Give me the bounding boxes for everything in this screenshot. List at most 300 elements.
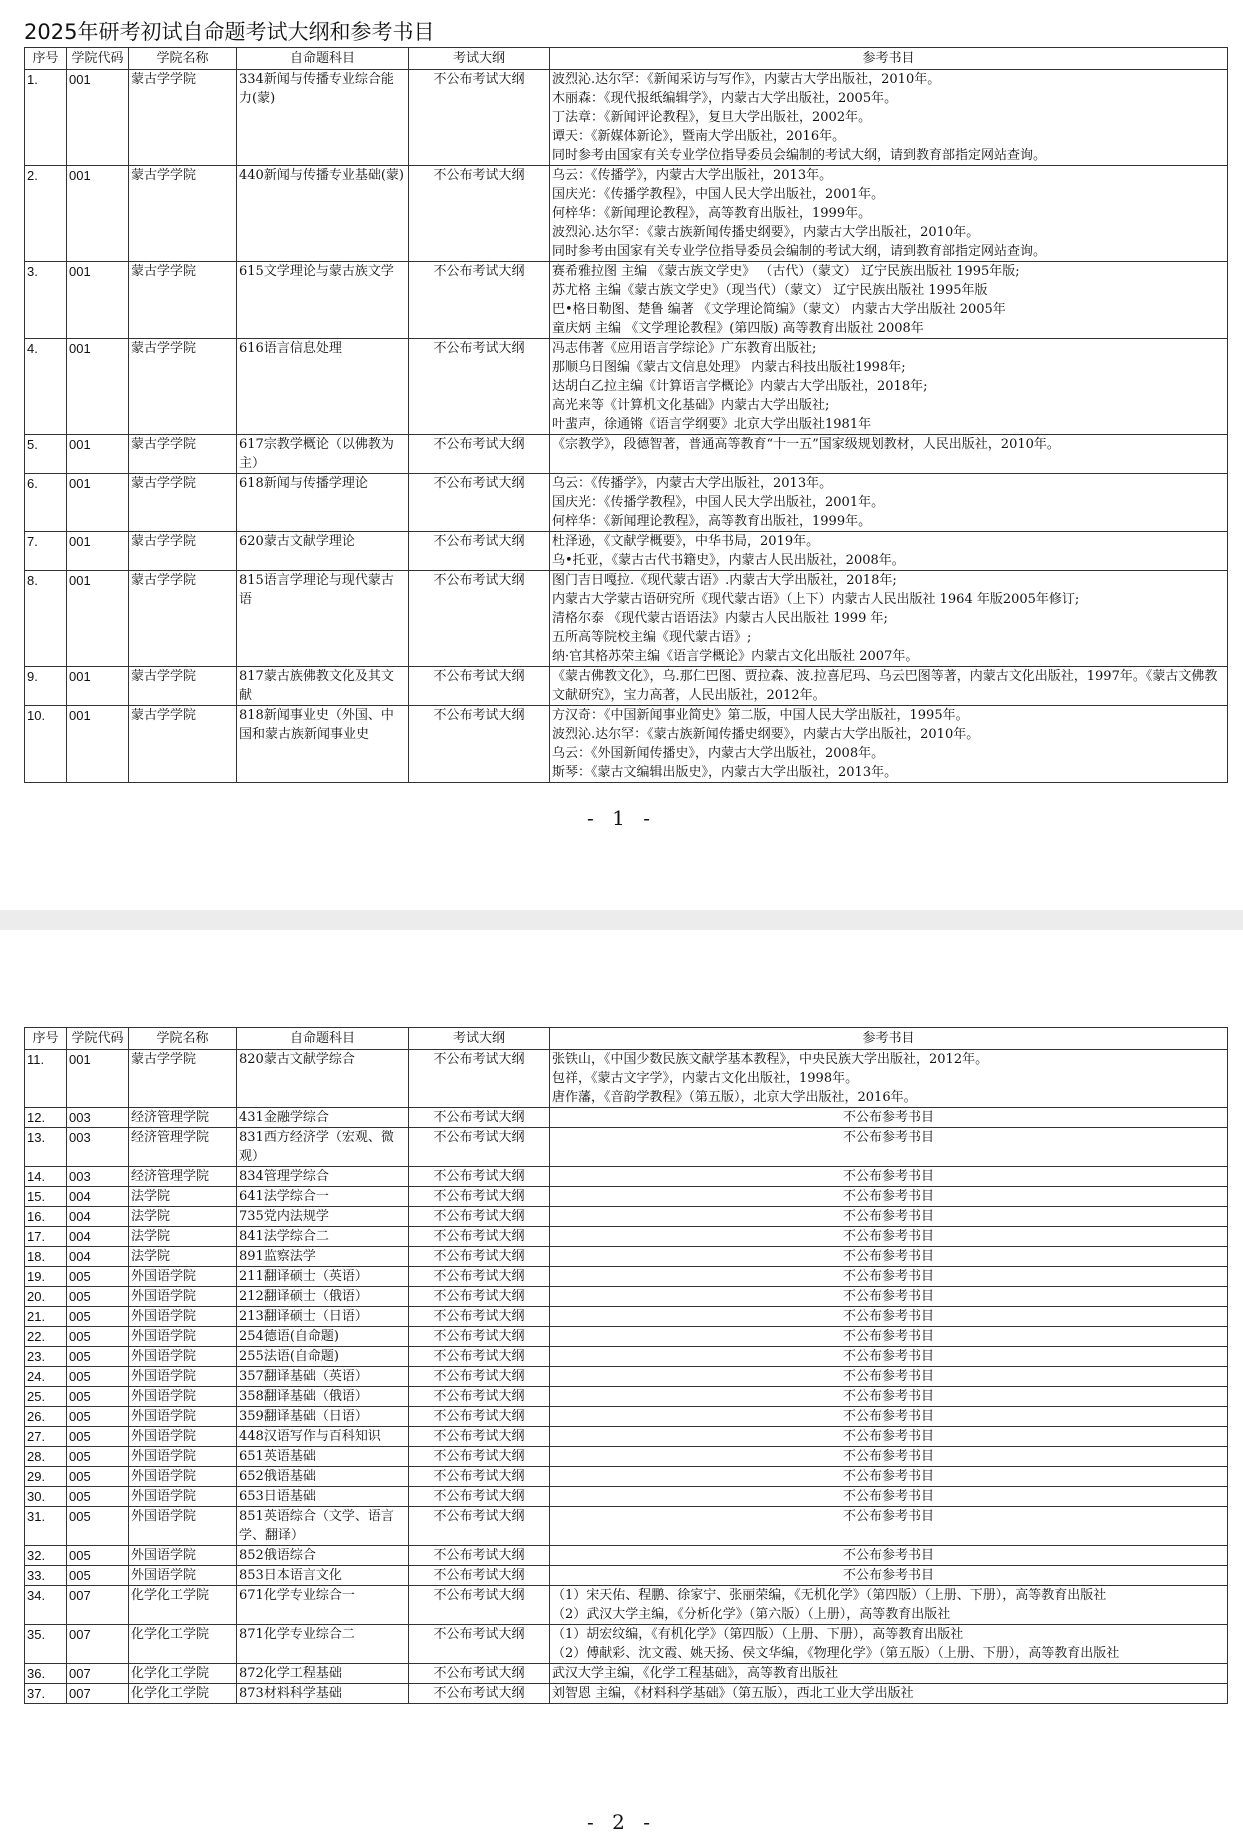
header-subject: 自命题科目 [237, 1028, 409, 1050]
college-name: 外国语学院 [129, 1487, 237, 1507]
college-code: 001 [67, 532, 129, 571]
exam-outline: 不公布考试大纲 [409, 1227, 550, 1247]
reference-book-line: 不公布参考书目 [842, 1189, 934, 1204]
reference-book-line: 不公布参考书目 [842, 1389, 934, 1404]
reference-books [550, 1108, 1228, 1128]
table-row [25, 1227, 1228, 1247]
row-number: 29. [25, 1467, 67, 1487]
reference-books [550, 166, 1228, 262]
table-row [25, 1267, 1228, 1287]
college-code: 001 [67, 435, 129, 474]
row-number: 16. [25, 1207, 67, 1227]
exam-outline: 不公布考试大纲 [409, 474, 550, 532]
table-row [25, 1487, 1228, 1507]
header-subject: 自命题科目 [237, 48, 409, 70]
exam-subject: 820蒙古文献学综合 [237, 1050, 409, 1108]
exam-outline: 不公布考试大纲 [409, 70, 550, 166]
college-name: 蒙古学学院 [129, 435, 237, 474]
exam-outline: 不公布考试大纲 [409, 1307, 550, 1327]
reference-books [550, 1307, 1228, 1327]
row-number: 24. [25, 1367, 67, 1387]
college-name: 经济管理学院 [129, 1128, 237, 1167]
reference-book-line: 乌•托亚，《蒙古古代书籍史》，内蒙古人民出版社，2008年。 [552, 553, 905, 568]
college-code: 007 [67, 1684, 129, 1704]
exam-subject: 852俄语综合 [237, 1546, 409, 1566]
exam-subject: 359翻译基础（日语） [237, 1407, 409, 1427]
college-code: 005 [67, 1287, 129, 1307]
syllabus-table-page-2 [24, 1027, 1228, 1704]
college-code: 005 [67, 1507, 129, 1546]
reference-book-line: 不公布参考书目 [842, 1489, 934, 1504]
exam-outline: 不公布考试大纲 [409, 532, 550, 571]
college-code: 007 [67, 1586, 129, 1625]
reference-books [550, 474, 1228, 532]
college-code: 001 [67, 262, 129, 339]
reference-book-line: 不公布参考书目 [842, 1249, 934, 1264]
exam-outline: 不公布考试大纲 [409, 1207, 550, 1227]
reference-books [550, 1664, 1228, 1684]
exam-subject: 254德语(自命题) [237, 1327, 409, 1347]
reference-book-line: 不公布参考书目 [842, 1369, 934, 1384]
reference-book-line: 同时参考由国家有关专业学位指导委员会编制的考试大纲，请到教育部指定网站查询。 [552, 244, 1047, 259]
header-books: 参考书目 [550, 1028, 1228, 1050]
row-number: 1. [25, 70, 67, 166]
college-code: 005 [67, 1407, 129, 1427]
table-row [25, 1664, 1228, 1684]
table-header-row [25, 48, 1228, 70]
reference-books [550, 1207, 1228, 1227]
exam-outline: 不公布考试大纲 [409, 1625, 550, 1664]
reference-books [550, 1566, 1228, 1586]
reference-books [550, 1487, 1228, 1507]
college-code: 001 [67, 474, 129, 532]
table-row [25, 1247, 1228, 1267]
row-number: 3. [25, 262, 67, 339]
college-name: 化学化工学院 [129, 1664, 237, 1684]
row-number: 18. [25, 1247, 67, 1267]
reference-books [550, 339, 1228, 435]
reference-book-line: 张铁山，《中国少数民族文献学基本教程》，中央民族大学出版社，2012年。 [552, 1052, 989, 1067]
exam-outline: 不公布考试大纲 [409, 1128, 550, 1167]
table-row [25, 1407, 1228, 1427]
college-code: 004 [67, 1187, 129, 1207]
reference-book-line: （2）武汉大学主编，《分析化学》（第六版）（上册），高等教育出版社 [552, 1607, 951, 1622]
college-code: 007 [67, 1664, 129, 1684]
college-name: 化学化工学院 [129, 1586, 237, 1625]
college-name: 法学院 [129, 1247, 237, 1267]
reference-book-line: 不公布参考书目 [842, 1548, 934, 1563]
reference-books [550, 1167, 1228, 1187]
reference-books [550, 1684, 1228, 1704]
reference-book-line: 波烈沁.达尔罕：《新闻采访与写作》，内蒙古大学出版社，2010年。 [552, 72, 941, 87]
exam-subject: 735党内法规学 [237, 1207, 409, 1227]
college-name: 外国语学院 [129, 1367, 237, 1387]
reference-books [550, 1586, 1228, 1625]
row-number: 33. [25, 1566, 67, 1586]
reference-book-line: （2）傅献彩、沈文霞、姚天扬、侯文华编，《物理化学》（第五版）（上册、下册），高等教育出版社 [552, 1646, 1120, 1661]
reference-book-line: （1）胡宏纹编，《有机化学》（第四版）（上册、下册），高等教育出版社 [552, 1627, 964, 1642]
table-row [25, 262, 1228, 339]
exam-outline: 不公布考试大纲 [409, 1664, 550, 1684]
reference-book-line: 乌云：《外国新闻传播史》，内蒙古大学出版社，2008年。 [552, 746, 885, 761]
row-number: 32. [25, 1546, 67, 1566]
reference-books [550, 1267, 1228, 1287]
college-code: 003 [67, 1167, 129, 1187]
document-title: 2025年研考初试自命题考试大纲和参考书目 [24, 20, 435, 44]
row-number: 10. [25, 706, 67, 783]
college-name: 蒙古学学院 [129, 339, 237, 435]
table-row [25, 1207, 1228, 1227]
reference-book-line: 叶蜚声，徐通锵《语言学纲要》北京大学出版社1981年 [552, 417, 872, 432]
row-number: 11. [25, 1050, 67, 1108]
reference-book-line: 高光来等《计算机文化基础》内蒙古大学出版社; [552, 398, 830, 413]
exam-outline: 不公布考试大纲 [409, 706, 550, 783]
reference-book-line: 图门吉日嘎拉.《现代蒙古语》.内蒙古大学出版社，2018年; [552, 573, 897, 588]
row-number: 30. [25, 1487, 67, 1507]
exam-subject: 831西方经济学（宏观、微观） [237, 1128, 409, 1167]
row-number: 12. [25, 1108, 67, 1128]
reference-book-line: 丁法章：《新闻评论教程》，复旦大学出版社，2002年。 [552, 110, 872, 125]
exam-outline: 不公布考试大纲 [409, 1467, 550, 1487]
exam-subject: 872化学工程基础 [237, 1664, 409, 1684]
reference-book-line: 不公布参考书目 [842, 1209, 934, 1224]
reference-book-line: 乌云：《传播学》，内蒙古大学出版社，2013年。 [552, 168, 833, 183]
exam-outline: 不公布考试大纲 [409, 1487, 550, 1507]
reference-books [550, 1227, 1228, 1247]
reference-book-line: 不公布参考书目 [842, 1329, 934, 1344]
table-row [25, 532, 1228, 571]
row-number: 14. [25, 1167, 67, 1187]
college-code: 005 [67, 1327, 129, 1347]
exam-subject: 334新闻与传播专业综合能力(蒙) [237, 70, 409, 166]
exam-outline: 不公布考试大纲 [409, 1566, 550, 1586]
table-row [25, 166, 1228, 262]
exam-subject: 853日本语言文化 [237, 1566, 409, 1586]
exam-outline: 不公布考试大纲 [409, 1427, 550, 1447]
college-name: 蒙古学学院 [129, 532, 237, 571]
header-books: 参考书目 [550, 48, 1228, 70]
reference-books [550, 1187, 1228, 1207]
table-row [25, 1187, 1228, 1207]
row-number: 13. [25, 1128, 67, 1167]
exam-subject: 871化学专业综合二 [237, 1625, 409, 1664]
college-code: 003 [67, 1128, 129, 1167]
table-row [25, 1327, 1228, 1347]
page-number-1: - 1 - [587, 806, 656, 830]
exam-subject: 620蒙古文献学理论 [237, 532, 409, 571]
reference-books [550, 1427, 1228, 1447]
reference-book-line: 不公布参考书目 [842, 1110, 934, 1125]
college-code: 005 [67, 1347, 129, 1367]
reference-books [550, 70, 1228, 166]
college-name: 外国语学院 [129, 1427, 237, 1447]
college-name: 经济管理学院 [129, 1108, 237, 1128]
header-college: 学院名称 [129, 1028, 237, 1050]
college-name: 化学化工学院 [129, 1625, 237, 1664]
reference-book-line: 不公布参考书目 [842, 1229, 934, 1244]
reference-books [550, 1407, 1228, 1427]
college-code: 001 [67, 70, 129, 166]
reference-books [550, 1367, 1228, 1387]
table-row [25, 435, 1228, 474]
exam-subject: 891监察法学 [237, 1247, 409, 1267]
college-name: 外国语学院 [129, 1327, 237, 1347]
reference-book-line: 木丽森：《现代报纸编辑学》，内蒙古大学出版社，2005年。 [552, 91, 898, 106]
exam-subject: 817蒙古族佛教文化及其文献 [237, 667, 409, 706]
reference-book-line: 不公布参考书目 [842, 1169, 934, 1184]
row-number: 6. [25, 474, 67, 532]
reference-books [550, 1387, 1228, 1407]
reference-books [550, 435, 1228, 474]
table-row [25, 1684, 1228, 1704]
exam-outline: 不公布考试大纲 [409, 1684, 550, 1704]
reference-book-line: 纳·官其格苏荣主编《语言学概论》内蒙古文化出版社 2007年。 [552, 649, 919, 664]
reference-book-line: 不公布参考书目 [842, 1409, 934, 1424]
reference-books [550, 1467, 1228, 1487]
reference-books [550, 706, 1228, 783]
reference-book-line: 赛希雅拉图 主编 《蒙古族文学史》 （古代）（蒙文） 辽宁民族出版社 1995年版; [552, 264, 1020, 279]
row-number: 2. [25, 166, 67, 262]
reference-book-line: 那顺乌日图编《蒙古文信息处理》 内蒙古科技出版社1998年; [552, 360, 906, 375]
exam-outline: 不公布考试大纲 [409, 1586, 550, 1625]
header-outline: 考试大纲 [409, 48, 550, 70]
exam-outline: 不公布考试大纲 [409, 1347, 550, 1367]
row-number: 8. [25, 571, 67, 667]
document-page-1 [0, 0, 1243, 910]
reference-book-line: 不公布参考书目 [842, 1568, 934, 1583]
exam-outline: 不公布考试大纲 [409, 1247, 550, 1267]
college-code: 005 [67, 1467, 129, 1487]
syllabus-table-page-1 [24, 47, 1228, 783]
reference-book-line: 同时参考由国家有关专业学位指导委员会编制的考试大纲，请到教育部指定网站查询。 [552, 148, 1047, 163]
reference-book-line: 国庆光：《传播学教程》，中国人民大学出版社，2001年。 [552, 187, 885, 202]
row-number: 34. [25, 1586, 67, 1625]
reference-book-line: 五所高等院校主编《现代蒙古语》; [552, 630, 752, 645]
college-code: 001 [67, 1050, 129, 1108]
table-row [25, 1347, 1228, 1367]
reference-books [550, 1507, 1228, 1546]
college-name: 外国语学院 [129, 1347, 237, 1367]
table-row [25, 1128, 1228, 1167]
exam-outline: 不公布考试大纲 [409, 166, 550, 262]
exam-subject: 615文学理论与蒙古族文学 [237, 262, 409, 339]
table-row [25, 1367, 1228, 1387]
reference-book-line: 《蒙古佛教文化》，乌.那仁巴图、贾拉森、波.拉喜尼玛、乌云巴图等著，内蒙古文化出版社，1997年。《蒙古文佛教文献研究》，宝力高著，人民出版社，2012年。 [552, 669, 1218, 703]
exam-outline: 不公布考试大纲 [409, 1287, 550, 1307]
exam-subject: 851英语综合（文学、语言学、翻译） [237, 1507, 409, 1546]
exam-outline: 不公布考试大纲 [409, 1407, 550, 1427]
exam-outline: 不公布考试大纲 [409, 1050, 550, 1108]
table-row [25, 1387, 1228, 1407]
reference-book-line: 冯志伟著《应用语言学综论》广东教育出版社; [552, 341, 817, 356]
college-code: 001 [67, 667, 129, 706]
college-name: 蒙古学学院 [129, 262, 237, 339]
reference-book-line: 达胡白乙拉主编《计算语言学概论》内蒙古大学出版社，2018年; [552, 379, 928, 394]
reference-book-line: 谭天：《新媒体新论》，暨南大学出版社，2016年。 [552, 129, 846, 144]
header-code: 学院代码 [67, 48, 129, 70]
header-outline: 考试大纲 [409, 1028, 550, 1050]
exam-subject: 815语言学理论与现代蒙古语 [237, 571, 409, 667]
reference-book-line: 何梓华：《新闻理论教程》，高等教育出版社，1999年。 [552, 514, 872, 529]
college-name: 化学化工学院 [129, 1684, 237, 1704]
row-number: 15. [25, 1187, 67, 1207]
reference-books [550, 1050, 1228, 1108]
reference-book-line: 不公布参考书目 [842, 1509, 934, 1524]
college-code: 005 [67, 1566, 129, 1586]
table-row [25, 1050, 1228, 1108]
reference-book-line: 波烈沁.达尔罕：《蒙古族新闻传播史纲要》，内蒙古大学出版社，2010年。 [552, 225, 980, 240]
reference-books [550, 667, 1228, 706]
reference-book-line: 不公布参考书目 [842, 1449, 934, 1464]
table-body-page-2 [25, 1050, 1228, 1704]
header-num: 序号 [25, 48, 67, 70]
exam-subject: 618新闻与传播学理论 [237, 474, 409, 532]
college-code: 001 [67, 166, 129, 262]
college-name: 蒙古学学院 [129, 166, 237, 262]
college-name: 外国语学院 [129, 1287, 237, 1307]
exam-outline: 不公布考试大纲 [409, 1187, 550, 1207]
exam-subject: 358翻译基础（俄语） [237, 1387, 409, 1407]
college-name: 外国语学院 [129, 1546, 237, 1566]
table-row [25, 1467, 1228, 1487]
table-body-page-1 [25, 70, 1228, 783]
college-name: 法学院 [129, 1187, 237, 1207]
table-row [25, 1586, 1228, 1625]
reference-book-line: 不公布参考书目 [842, 1130, 934, 1145]
row-number: 25. [25, 1387, 67, 1407]
exam-outline: 不公布考试大纲 [409, 339, 550, 435]
exam-outline: 不公布考试大纲 [409, 1327, 550, 1347]
reference-books [550, 1287, 1228, 1307]
college-name: 蒙古学学院 [129, 571, 237, 667]
reference-books [550, 262, 1228, 339]
college-name: 经济管理学院 [129, 1167, 237, 1187]
reference-books [550, 1128, 1228, 1167]
college-code: 001 [67, 339, 129, 435]
reference-book-line: 杜泽逊，《文献学概要》，中华书局，2019年。 [552, 534, 820, 549]
exam-subject: 641法学综合一 [237, 1187, 409, 1207]
exam-subject: 818新闻事业史（外国、中国和蒙古族新闻事业史 [237, 706, 409, 783]
college-name: 外国语学院 [129, 1387, 237, 1407]
exam-outline: 不公布考试大纲 [409, 1108, 550, 1128]
reference-books [550, 571, 1228, 667]
college-name: 外国语学院 [129, 1507, 237, 1546]
reference-books [550, 1347, 1228, 1367]
exam-outline: 不公布考试大纲 [409, 667, 550, 706]
header-code: 学院代码 [67, 1028, 129, 1050]
row-number: 21. [25, 1307, 67, 1327]
college-code: 005 [67, 1447, 129, 1467]
reference-books [550, 1327, 1228, 1347]
exam-outline: 不公布考试大纲 [409, 1367, 550, 1387]
exam-subject: 616语言信息处理 [237, 339, 409, 435]
college-name: 蒙古学学院 [129, 474, 237, 532]
reference-book-line: （1）宋天佑、程鹏、徐家宁、张丽荣编，《无机化学》（第四版）（上册、下册），高等教育出版社 [552, 1588, 1107, 1603]
reference-book-line: 苏尤格 主编《蒙古族文学史》（现当代）（蒙文） 辽宁民族出版社 1995年版 [552, 283, 988, 298]
reference-book-line: 乌云：《传播学》，内蒙古大学出版社，2013年。 [552, 476, 833, 491]
college-code: 005 [67, 1307, 129, 1327]
reference-book-line: 波烈沁.达尔罕：《蒙古族新闻传播史纲要》，内蒙古大学出版社，2010年。 [552, 727, 980, 742]
exam-outline: 不公布考试大纲 [409, 1507, 550, 1546]
exam-subject: 431金融学综合 [237, 1108, 409, 1128]
table-row [25, 1167, 1228, 1187]
exam-outline: 不公布考试大纲 [409, 571, 550, 667]
reference-book-line: 不公布参考书目 [842, 1269, 934, 1284]
college-name: 法学院 [129, 1207, 237, 1227]
table-row [25, 667, 1228, 706]
reference-books [550, 532, 1228, 571]
exam-subject: 617宗教学概论（以佛教为主） [237, 435, 409, 474]
exam-subject: 651英语基础 [237, 1447, 409, 1467]
exam-subject: 834管理学综合 [237, 1167, 409, 1187]
reference-books [550, 1546, 1228, 1566]
reference-book-line: 方汉奇：《中国新闻事业简史》第二版，中国人民大学出版社，1995年。 [552, 708, 969, 723]
reference-book-line: 不公布参考书目 [842, 1289, 934, 1304]
reference-book-line: 内蒙古大学蒙古语研究所《现代蒙古语》（上下）内蒙古人民出版社 1964 年版2005年修订; [552, 592, 1080, 607]
college-code: 007 [67, 1625, 129, 1664]
exam-subject: 841法学综合二 [237, 1227, 409, 1247]
table-row [25, 1287, 1228, 1307]
exam-outline: 不公布考试大纲 [409, 1546, 550, 1566]
row-number: 36. [25, 1664, 67, 1684]
reference-book-line: 刘智恩 主编，《材料科学基础》（第五版），西北工业大学出版社 [552, 1686, 914, 1701]
college-name: 外国语学院 [129, 1467, 237, 1487]
row-number: 4. [25, 339, 67, 435]
college-code: 005 [67, 1367, 129, 1387]
exam-outline: 不公布考试大纲 [409, 262, 550, 339]
college-name: 蒙古学学院 [129, 70, 237, 166]
college-name: 蒙古学学院 [129, 667, 237, 706]
college-code: 003 [67, 1108, 129, 1128]
college-code: 004 [67, 1227, 129, 1247]
header-college: 学院名称 [129, 48, 237, 70]
reference-book-line: 巴•格日勒图、楚鲁 编著 《文学理论简编》（蒙文） 内蒙古大学出版社 2005年 [552, 302, 1006, 317]
college-name: 蒙古学学院 [129, 706, 237, 783]
college-name: 外国语学院 [129, 1566, 237, 1586]
row-number: 26. [25, 1407, 67, 1427]
exam-subject: 255法语(自命题) [237, 1347, 409, 1367]
exam-outline: 不公布考试大纲 [409, 1167, 550, 1187]
row-number: 31. [25, 1507, 67, 1546]
exam-subject: 357翻译基础（英语） [237, 1367, 409, 1387]
row-number: 27. [25, 1427, 67, 1447]
college-name: 法学院 [129, 1227, 237, 1247]
table-row [25, 1307, 1228, 1327]
reference-book-line: 童庆炳 主编 《文学理论教程》(第四版) 高等教育出版社 2008年 [552, 321, 924, 336]
row-number: 37. [25, 1684, 67, 1704]
reference-book-line: 不公布参考书目 [842, 1429, 934, 1444]
table-row [25, 706, 1228, 783]
document-page-2 [0, 930, 1243, 1832]
table-row [25, 1447, 1228, 1467]
reference-book-line: 武汉大学主编，《化学工程基础》，高等教育出版社 [552, 1666, 839, 1681]
reference-books [550, 1247, 1228, 1267]
exam-outline: 不公布考试大纲 [409, 435, 550, 474]
exam-subject: 653日语基础 [237, 1487, 409, 1507]
exam-subject: 211翻译硕士（英语） [237, 1267, 409, 1287]
reference-books [550, 1447, 1228, 1467]
college-code: 005 [67, 1487, 129, 1507]
college-name: 外国语学院 [129, 1267, 237, 1287]
reference-book-line: 斯琴：《蒙古文编辑出版史》，内蒙古大学出版社，2013年。 [552, 765, 898, 780]
row-number: 23. [25, 1347, 67, 1367]
table-row [25, 70, 1228, 166]
row-number: 17. [25, 1227, 67, 1247]
row-number: 35. [25, 1625, 67, 1664]
reference-book-line: 《宗教学》，段德智著，普通高等教育“十一五”国家级规划教材，人民出版社，2010年。 [552, 437, 1060, 452]
college-name: 蒙古学学院 [129, 1050, 237, 1108]
table-row [25, 1625, 1228, 1664]
